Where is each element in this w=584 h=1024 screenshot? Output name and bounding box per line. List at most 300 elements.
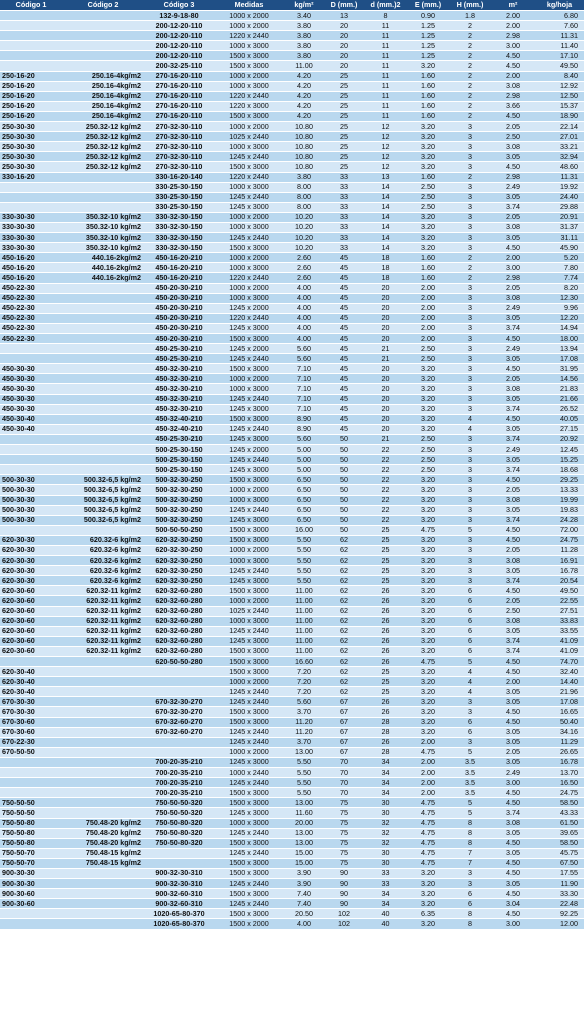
kg-m2-cell: 2.60 [284, 273, 324, 283]
codigo-2-cell [62, 465, 144, 475]
medidas-cell: 1500 x 3000 [214, 535, 284, 545]
table-row [0, 273, 584, 283]
h-mm-cell: 7 [449, 848, 491, 858]
h-mm-cell: 3 [449, 868, 491, 878]
h-mm-cell: 6 [449, 636, 491, 646]
m2-cell: 3.05 [491, 697, 535, 707]
h-mm-cell: 2 [449, 111, 491, 121]
e-mm-cell: 3.20 [407, 687, 449, 697]
e-mm-cell: 3.20 [407, 505, 449, 515]
codigo-3-cell: 500-25-30-150 [144, 465, 214, 475]
e-mm-cell: 3.20 [407, 122, 449, 132]
medidas-cell: 1245 x 2440 [214, 778, 284, 788]
h-mm-cell: 3 [449, 434, 491, 444]
kg-hoja-cell: 19.99 [535, 495, 584, 505]
codigo-3-cell: 270-32-30-110 [144, 152, 214, 162]
d-mm-cell: 62 [324, 545, 364, 555]
h-mm-cell: 3 [449, 293, 491, 303]
h-mm-cell: 8 [449, 838, 491, 848]
h-mm-cell: 5 [449, 747, 491, 757]
kg-hoja-cell: 39.65 [535, 828, 584, 838]
kg-m2-cell: 7.10 [284, 394, 324, 404]
codigo-3-cell: 200-32-25-110 [144, 61, 214, 71]
h-mm-cell: 3 [449, 535, 491, 545]
codigo-1-cell: 750-50-70 [0, 858, 62, 868]
codigo-3-cell [144, 737, 214, 747]
h-mm-cell: 6 [449, 727, 491, 737]
d-mm-2-cell: 30 [364, 848, 407, 858]
h-mm-cell: 2 [449, 31, 491, 41]
e-mm-cell: 3.20 [407, 374, 449, 384]
d-mm-2-cell: 26 [364, 697, 407, 707]
table-row [0, 81, 584, 91]
codigo-1-cell: 670-30-60 [0, 727, 62, 737]
e-mm-cell: 3.20 [407, 677, 449, 687]
kg-m2-cell: 8.00 [284, 202, 324, 212]
codigo-1-cell: 250-30-30 [0, 152, 62, 162]
h-mm-cell: 3 [449, 142, 491, 152]
medidas-cell: 1500 x 3000 [214, 798, 284, 808]
codigo-3-cell: 500-32-30-250 [144, 475, 214, 485]
m2-cell: 2.49 [491, 445, 535, 455]
codigo-1-cell: 250-30-30 [0, 142, 62, 152]
table-row [0, 475, 584, 485]
kg-hoja-cell: 33.30 [535, 889, 584, 899]
h-mm-cell: 2 [449, 81, 491, 91]
table-row [0, 838, 584, 848]
m2-cell: 4.50 [491, 243, 535, 253]
d-mm-2-cell: 22 [364, 495, 407, 505]
codigo-3-cell: 670-32-30-270 [144, 707, 214, 717]
codigo-2-cell: 750.48-20 kg/m2 [62, 838, 144, 848]
codigo-1-cell: 450-30-40 [0, 424, 62, 434]
m2-cell: 4.50 [491, 51, 535, 61]
codigo-3-cell: 330-32-30-150 [144, 212, 214, 222]
m2-cell: 2.00 [491, 11, 535, 21]
codigo-3-cell: 270-16-20-110 [144, 91, 214, 101]
e-mm-cell: 3.20 [407, 697, 449, 707]
e-mm-cell: 3.20 [407, 364, 449, 374]
codigo-2-cell [62, 717, 144, 727]
h-mm-cell: 3 [449, 344, 491, 354]
kg-hoja-cell: 11.31 [535, 31, 584, 41]
h-mm-cell: 4 [449, 414, 491, 424]
d-mm-2-cell: 26 [364, 707, 407, 717]
kg-m2-cell: 3.90 [284, 879, 324, 889]
d-mm-2-cell: 22 [364, 465, 407, 475]
kg-m2-cell: 5.50 [284, 757, 324, 767]
medidas-cell: 1000 x 2000 [214, 71, 284, 81]
h-mm-cell: 7 [449, 858, 491, 868]
e-mm-cell: 3.20 [407, 707, 449, 717]
kg-m2-cell: 4.00 [284, 323, 324, 333]
medidas-cell: 1500 x 3000 [214, 525, 284, 535]
e-mm-cell: 2.00 [407, 768, 449, 778]
codigo-2-cell [62, 707, 144, 717]
kg-hoja-cell: 21.83 [535, 384, 584, 394]
h-mm-cell: 2 [449, 172, 491, 182]
codigo-1-cell: 500-30-30 [0, 515, 62, 525]
h-mm-cell: 3 [449, 545, 491, 555]
col-header-d-mm: D (mm.) [324, 0, 364, 11]
codigo-3-cell: 450-20-30-210 [144, 293, 214, 303]
d-mm-cell: 50 [324, 485, 364, 495]
kg-m2-cell: 7.10 [284, 374, 324, 384]
e-mm-cell: 2.00 [407, 737, 449, 747]
codigo-2-cell: 500.32-6,5 kg/m2 [62, 515, 144, 525]
codigo-3-cell: 750-50-50-320 [144, 798, 214, 808]
e-mm-cell: 3.20 [407, 879, 449, 889]
e-mm-cell: 3.20 [407, 535, 449, 545]
e-mm-cell: 3.20 [407, 162, 449, 172]
kg-hoja-cell: 11.31 [535, 172, 584, 182]
codigo-2-cell: 620.32-11 kg/m2 [62, 636, 144, 646]
d-mm-cell: 45 [324, 384, 364, 394]
kg-hoja-cell: 12.45 [535, 445, 584, 455]
kg-hoja-cell: 7.74 [535, 273, 584, 283]
m2-cell: 3.74 [491, 646, 535, 656]
medidas-cell: 1000 x 3000 [214, 293, 284, 303]
e-mm-cell: 2.00 [407, 283, 449, 293]
codigo-2-cell: 250.32-12 kg/m2 [62, 132, 144, 142]
m2-cell: 3.05 [491, 424, 535, 434]
h-mm-cell: 3 [449, 303, 491, 313]
codigo-2-cell [62, 344, 144, 354]
codigo-2-cell: 250.32-12 kg/m2 [62, 142, 144, 152]
medidas-cell: 1500 x 3000 [214, 667, 284, 677]
kg-m2-cell: 11.00 [284, 646, 324, 656]
m2-cell: 4.50 [491, 525, 535, 535]
e-mm-cell: 2.00 [407, 293, 449, 303]
d-mm-2-cell: 20 [364, 303, 407, 313]
medidas-cell: 1245 x 2440 [214, 879, 284, 889]
kg-m2-cell: 11.00 [284, 586, 324, 596]
kg-hoja-cell: 8.40 [535, 71, 584, 81]
kg-m2-cell: 11.20 [284, 717, 324, 727]
d-mm-cell: 33 [324, 222, 364, 232]
h-mm-cell: 2 [449, 263, 491, 273]
kg-m2-cell: 5.00 [284, 445, 324, 455]
d-mm-2-cell: 11 [364, 61, 407, 71]
medidas-cell: 1245 x 3000 [214, 757, 284, 767]
d-mm-cell: 50 [324, 445, 364, 455]
kg-m2-cell: 5.60 [284, 344, 324, 354]
codigo-3-cell: 450-16-20-210 [144, 273, 214, 283]
kg-m2-cell: 3.80 [284, 41, 324, 51]
d-mm-cell: 45 [324, 283, 364, 293]
d-mm-2-cell: 11 [364, 51, 407, 61]
codigo-3-cell: 330-25-30-150 [144, 192, 214, 202]
d-mm-cell: 33 [324, 172, 364, 182]
codigo-1-cell [0, 354, 62, 364]
d-mm-2-cell: 25 [364, 566, 407, 576]
d-mm-2-cell: 34 [364, 768, 407, 778]
codigo-1-cell [0, 202, 62, 212]
codigo-3-cell: 450-25-30-210 [144, 434, 214, 444]
table-row [0, 41, 584, 51]
d-mm-2-cell: 32 [364, 828, 407, 838]
codigo-1-cell: 750-50-50 [0, 808, 62, 818]
kg-m2-cell: 6.50 [284, 485, 324, 495]
table-row [0, 202, 584, 212]
codigo-2-cell: 250.32-12 kg/m2 [62, 162, 144, 172]
codigo-2-cell [62, 737, 144, 747]
codigo-2-cell [62, 202, 144, 212]
h-mm-cell: 2 [449, 101, 491, 111]
codigo-1-cell [0, 455, 62, 465]
codigo-1-cell: 450-22-30 [0, 323, 62, 333]
d-mm-cell: 102 [324, 919, 364, 929]
kg-m2-cell: 10.20 [284, 243, 324, 253]
kg-hoja-cell: 49.50 [535, 586, 584, 596]
e-mm-cell: 3.20 [407, 515, 449, 525]
m2-cell: 4.50 [491, 475, 535, 485]
kg-m2-cell: 10.20 [284, 233, 324, 243]
codigo-3-cell: 450-32-40-210 [144, 424, 214, 434]
m2-cell: 3.08 [491, 293, 535, 303]
kg-hoja-cell: 24.40 [535, 192, 584, 202]
codigo-3-cell: 620-32-30-250 [144, 535, 214, 545]
d-mm-cell: 62 [324, 566, 364, 576]
kg-hoja-cell: 13.33 [535, 485, 584, 495]
h-mm-cell: 3 [449, 394, 491, 404]
medidas-cell: 1000 x 2000 [214, 21, 284, 31]
kg-m2-cell: 5.50 [284, 778, 324, 788]
codigo-1-cell: 620-30-60 [0, 616, 62, 626]
codigo-3-cell: 620-32-60-280 [144, 586, 214, 596]
d-mm-2-cell: 34 [364, 788, 407, 798]
medidas-cell: 1245 x 2440 [214, 848, 284, 858]
codigo-3-cell: 450-20-30-210 [144, 334, 214, 344]
d-mm-2-cell: 34 [364, 899, 407, 909]
codigo-1-cell: 450-16-20 [0, 263, 62, 273]
e-mm-cell: 6.35 [407, 909, 449, 919]
codigo-2-cell [62, 21, 144, 31]
e-mm-cell: 3.20 [407, 414, 449, 424]
h-mm-cell: 2 [449, 61, 491, 71]
codigo-1-cell: 330-30-30 [0, 212, 62, 222]
d-mm-cell: 50 [324, 475, 364, 485]
codigo-1-cell: 900-30-60 [0, 899, 62, 909]
d-mm-cell: 33 [324, 212, 364, 222]
m2-cell: 3.08 [491, 616, 535, 626]
kg-m2-cell: 5.00 [284, 455, 324, 465]
h-mm-cell: 3.5 [449, 768, 491, 778]
kg-m2-cell: 5.60 [284, 354, 324, 364]
d-mm-2-cell: 18 [364, 273, 407, 283]
h-mm-cell: 3 [449, 212, 491, 222]
d-mm-2-cell: 20 [364, 424, 407, 434]
d-mm-cell: 33 [324, 243, 364, 253]
table-row [0, 313, 584, 323]
codigo-2-cell: 500.32-6,5 kg/m2 [62, 505, 144, 515]
table-row [0, 858, 584, 868]
e-mm-cell: 3.20 [407, 384, 449, 394]
kg-hoja-cell: 29.88 [535, 202, 584, 212]
codigo-1-cell: 330-30-30 [0, 233, 62, 243]
kg-m2-cell: 5.50 [284, 566, 324, 576]
medidas-cell: 1245 x 3000 [214, 323, 284, 333]
codigo-3-cell: 700-20-35-210 [144, 768, 214, 778]
d-mm-cell: 25 [324, 122, 364, 132]
table-row [0, 515, 584, 525]
m2-cell: 2.98 [491, 31, 535, 41]
d-mm-2-cell: 20 [364, 404, 407, 414]
d-mm-cell: 62 [324, 616, 364, 626]
e-mm-cell: 1.60 [407, 111, 449, 121]
table-row [0, 455, 584, 465]
table-row [0, 505, 584, 515]
e-mm-cell: 1.60 [407, 71, 449, 81]
codigo-3-cell: 330-16-20-140 [144, 172, 214, 182]
e-mm-cell: 2.00 [407, 303, 449, 313]
d-mm-2-cell: 18 [364, 253, 407, 263]
table-row [0, 293, 584, 303]
e-mm-cell: 2.00 [407, 788, 449, 798]
table-row [0, 243, 584, 253]
codigo-1-cell: 620-30-60 [0, 606, 62, 616]
codigo-3-cell: 270-32-30-110 [144, 142, 214, 152]
codigo-3-cell [144, 677, 214, 687]
codigo-1-cell: 500-30-30 [0, 475, 62, 485]
codigo-1-cell: 620-30-30 [0, 545, 62, 555]
codigo-2-cell: 440.16-2kg/m2 [62, 253, 144, 263]
codigo-2-cell [62, 868, 144, 878]
d-mm-cell: 45 [324, 354, 364, 364]
h-mm-cell: 8 [449, 818, 491, 828]
e-mm-cell: 1.25 [407, 51, 449, 61]
kg-hoja-cell: 12.92 [535, 81, 584, 91]
m2-cell: 2.05 [491, 545, 535, 555]
codigo-2-cell: 750.48-15 kg/m2 [62, 858, 144, 868]
d-mm-2-cell: 33 [364, 879, 407, 889]
codigo-2-cell: 620.32-11 kg/m2 [62, 616, 144, 626]
kg-hoja-cell: 31.37 [535, 222, 584, 232]
medidas-cell: 1000 x 3000 [214, 182, 284, 192]
d-mm-2-cell: 34 [364, 778, 407, 788]
d-mm-2-cell: 25 [364, 545, 407, 555]
kg-m2-cell: 5.50 [284, 545, 324, 555]
h-mm-cell: 3 [449, 485, 491, 495]
kg-hoja-cell: 18.00 [535, 334, 584, 344]
codigo-2-cell [62, 778, 144, 788]
kg-hoja-cell: 16.78 [535, 566, 584, 576]
codigo-3-cell: 270-16-20-110 [144, 101, 214, 111]
e-mm-cell: 3.20 [407, 545, 449, 555]
codigo-3-cell: 270-32-30-110 [144, 162, 214, 172]
medidas-cell: 1245 x 2440 [214, 737, 284, 747]
e-mm-cell: 2.00 [407, 313, 449, 323]
e-mm-cell: 1.60 [407, 101, 449, 111]
kg-hoja-cell: 20.91 [535, 212, 584, 222]
kg-hoja-cell: 22.48 [535, 899, 584, 909]
medidas-cell: 1245 x 2440 [214, 687, 284, 697]
d-mm-cell: 75 [324, 808, 364, 818]
medidas-cell: 1000 x 3000 [214, 263, 284, 273]
h-mm-cell: 2 [449, 21, 491, 31]
table-row [0, 414, 584, 424]
kg-hoja-cell: 17.55 [535, 868, 584, 878]
m2-cell: 3.08 [491, 384, 535, 394]
codigo-1-cell: 250-16-20 [0, 81, 62, 91]
kg-hoja-cell: 12.50 [535, 91, 584, 101]
codigo-2-cell: 440.16-2kg/m2 [62, 273, 144, 283]
codigo-2-cell [62, 919, 144, 929]
d-mm-2-cell: 22 [364, 445, 407, 455]
d-mm-2-cell: 21 [364, 344, 407, 354]
kg-m2-cell: 10.80 [284, 122, 324, 132]
codigo-1-cell: 620-30-40 [0, 687, 62, 697]
h-mm-cell: 3 [449, 132, 491, 142]
kg-hoja-cell: 24.75 [535, 788, 584, 798]
d-mm-cell: 25 [324, 132, 364, 142]
codigo-3-cell: 500-32-30-250 [144, 505, 214, 515]
h-mm-cell: 4 [449, 687, 491, 697]
e-mm-cell: 3.20 [407, 727, 449, 737]
kg-m2-cell: 8.90 [284, 414, 324, 424]
codigo-1-cell: 750-50-80 [0, 818, 62, 828]
m2-cell: 3.66 [491, 101, 535, 111]
h-mm-cell: 6 [449, 899, 491, 909]
d-mm-2-cell: 14 [364, 202, 407, 212]
kg-m2-cell: 11.60 [284, 808, 324, 818]
m2-cell: 2.00 [491, 21, 535, 31]
medidas-cell: 1500 x 3000 [214, 162, 284, 172]
codigo-2-cell [62, 303, 144, 313]
e-mm-cell: 2.00 [407, 323, 449, 333]
codigo-1-cell [0, 445, 62, 455]
kg-hoja-cell: 13.70 [535, 768, 584, 778]
h-mm-cell: 3 [449, 515, 491, 525]
d-mm-cell: 70 [324, 768, 364, 778]
medidas-cell: 1245 x 3000 [214, 576, 284, 586]
kg-m2-cell: 13.00 [284, 798, 324, 808]
codigo-2-cell: 620.32-11 kg/m2 [62, 596, 144, 606]
kg-hoja-cell: 9.96 [535, 303, 584, 313]
codigo-1-cell: 450-30-30 [0, 394, 62, 404]
codigo-3-cell: 500-50-50-250 [144, 525, 214, 535]
m2-cell: 4.50 [491, 909, 535, 919]
table-row [0, 91, 584, 101]
codigo-1-cell [0, 919, 62, 929]
table-row [0, 576, 584, 586]
h-mm-cell: 3 [449, 737, 491, 747]
codigo-1-cell [0, 657, 62, 667]
d-mm-2-cell: 14 [364, 212, 407, 222]
table-row [0, 485, 584, 495]
kg-hoja-cell: 29.25 [535, 475, 584, 485]
table-row [0, 899, 584, 909]
m2-cell: 3.08 [491, 222, 535, 232]
d-mm-2-cell: 26 [364, 737, 407, 747]
table-row [0, 344, 584, 354]
table-row [0, 122, 584, 132]
d-mm-cell: 62 [324, 657, 364, 667]
codigo-3-cell: 900-32-60-310 [144, 899, 214, 909]
d-mm-cell: 70 [324, 757, 364, 767]
d-mm-2-cell: 33 [364, 868, 407, 878]
m2-cell: 3.05 [491, 152, 535, 162]
d-mm-2-cell: 26 [364, 606, 407, 616]
codigo-3-cell: 270-16-20-110 [144, 81, 214, 91]
e-mm-cell: 2.50 [407, 202, 449, 212]
d-mm-2-cell: 11 [364, 101, 407, 111]
d-mm-cell: 25 [324, 142, 364, 152]
kg-m2-cell: 5.50 [284, 768, 324, 778]
d-mm-2-cell: 32 [364, 838, 407, 848]
m2-cell: 2.50 [491, 606, 535, 616]
d-mm-cell: 20 [324, 61, 364, 71]
